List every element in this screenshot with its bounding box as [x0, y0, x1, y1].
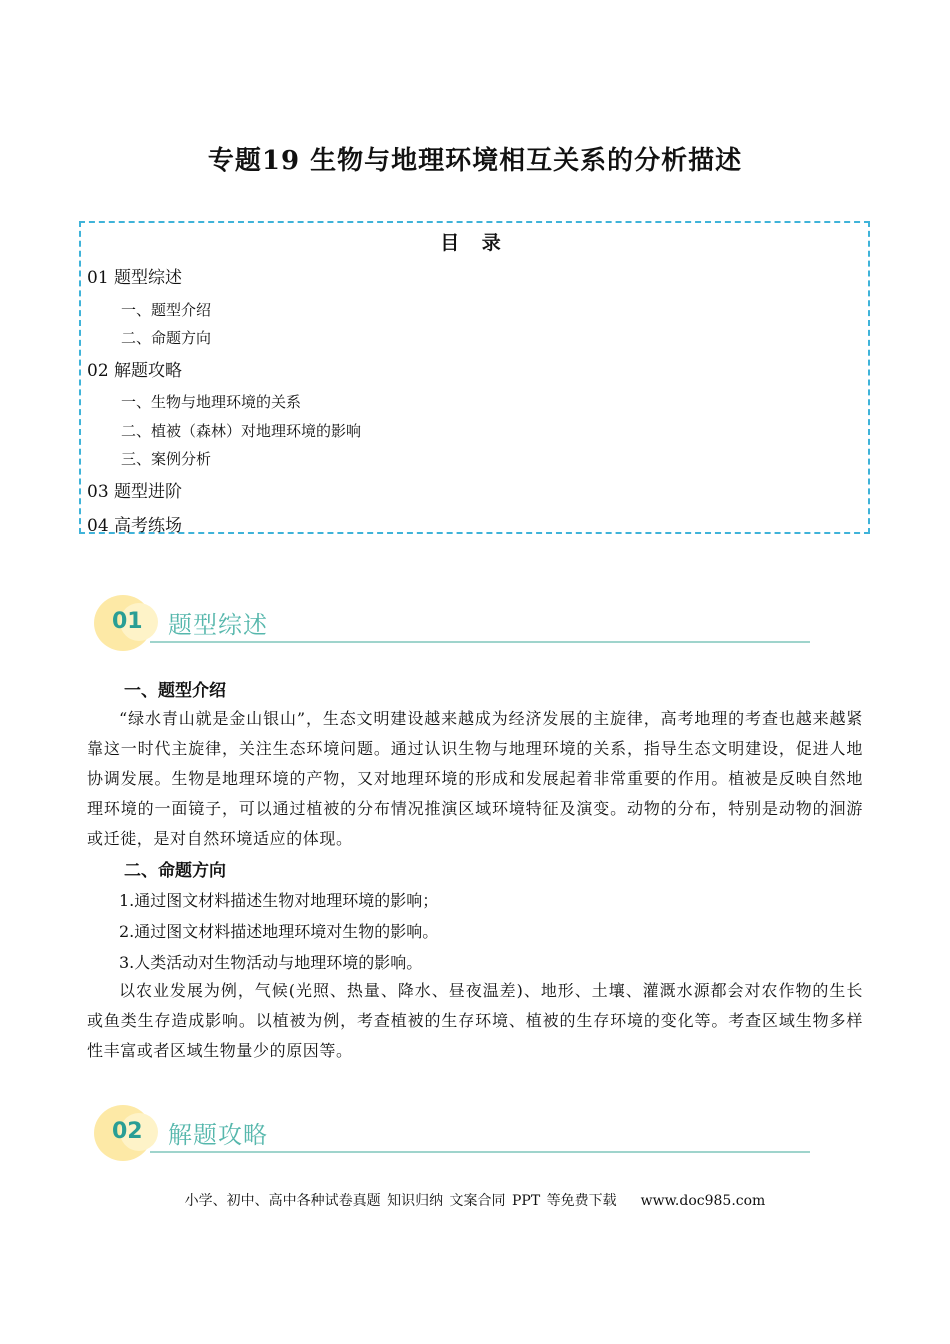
section-number: 01 — [112, 609, 143, 634]
toc-item-02-1[interactable]: 一、生物与地理环境的关系 — [121, 393, 302, 411]
subheading-intro: 一、题型介绍 — [124, 681, 226, 701]
section-title: 题型综述 — [168, 611, 268, 639]
section-divider — [150, 1151, 810, 1153]
direction-item-1: 1.通过图文材料描述生物对地理环境的影响； — [119, 891, 439, 910]
section-02-header — [90, 1101, 810, 1167]
section-divider — [150, 641, 810, 643]
direction-item-2: 2.通过图文材料描述地理环境对生物的影响。 — [119, 922, 439, 941]
toc-item-01-1[interactable]: 一、题型介绍 — [121, 301, 212, 319]
section-number: 02 — [112, 1119, 143, 1144]
footer-url[interactable]: www.doc985.com — [640, 1193, 766, 1209]
toc-item-04[interactable]: 04 高考练场 — [87, 516, 183, 536]
toc-item-01[interactable]: 01 题型综述 — [87, 268, 183, 288]
subheading-direction: 二、命题方向 — [124, 861, 226, 881]
toc-item-02-2[interactable]: 二、植被（森林）对地理环境的影响 — [121, 422, 362, 440]
toc-item-03[interactable]: 03 题型进阶 — [87, 482, 183, 502]
table-of-contents — [79, 221, 870, 534]
toc-item-02[interactable]: 02 解题攻略 — [87, 361, 183, 381]
toc-heading: 目 录 — [440, 232, 509, 254]
page-footer — [0, 1190, 950, 1210]
document-title: 专题19 生物与地理环境相互关系的分析描述 — [207, 146, 743, 176]
section-01-header — [90, 591, 810, 657]
direction-paragraph: 以农业发展为例，气候(光照、热量、降水、昼夜温差)、地形、土壤、灌溉水源都会对农作物的生长或鱼类生存造成影响。以植被为例，考查植被的生存环境、植被的生存环境的变化等。考查区域生物多样性丰富或者区域生物量少的原因等。 — [87, 981, 863, 1060]
direction-item-3: 3.人类活动对生物活动与地理环境的影响。 — [119, 953, 423, 972]
toc-item-01-2[interactable]: 二、命题方向 — [121, 329, 212, 347]
intro-paragraph: “绿水青山就是金山银山”，生态文明建设越来越成为经济发展的主旋律，高考地理的考查也越来越紧靠这一时代主旋律，关注生态环境问题。通过认识生物与地理环境的关系，指导生态文明建设，促进人地协调发展。生物是地理环境的产物，又对地理环境的形成和发展起着非常重要的作用。植被是反映自然地理环境的一面镜子，可以通过植被的分布情况推演区域环境特征及演变。动物的分布，特别是动物的洄游或迁徙，是对自然环境适应的体现。 — [87, 709, 863, 848]
footer-text: 小学、初中、高中各种试卷真题 知识归纳 文案合同 PPT 等免费下载 — [184, 1193, 617, 1209]
toc-item-02-3[interactable]: 三、案例分析 — [121, 450, 212, 468]
section-title: 解题攻略 — [168, 1121, 268, 1149]
